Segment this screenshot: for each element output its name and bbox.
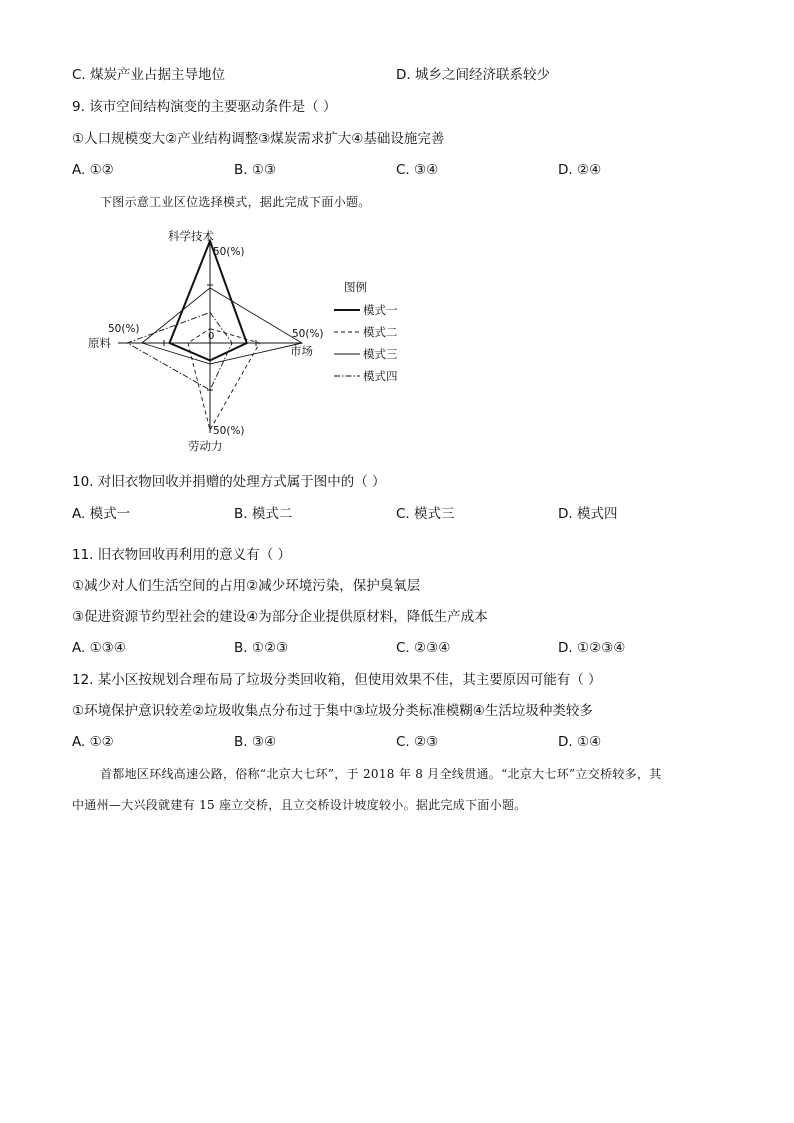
axis-max-raw: 50(%) [108, 323, 140, 335]
q10-option-c: C. 模式三 [396, 506, 455, 522]
q11-option-b: B. ①②③ [234, 640, 289, 656]
intro-paragraph-2-line-1: 首都地区环线高速公路，俗称“北京大七环”，于 2018 年 8 月全线贯通。“北京大七环”立交桥较多，其 [100, 767, 662, 781]
q9-option-c: C. ③④ [396, 162, 439, 178]
axis-label-raw: 原料 [88, 336, 111, 350]
q9-option-a: A. ①② [72, 162, 114, 178]
axis-label-market: 市场 [290, 344, 313, 358]
q11-option-a: A. ①③④ [72, 640, 126, 656]
q11-option-c: C. ②③④ [396, 640, 451, 656]
q10-option-a: A. 模式一 [72, 506, 131, 522]
q12-option-d: D. ①④ [558, 734, 602, 750]
q9-option-d: D. ②④ [558, 162, 602, 178]
axis-max-science: 50(%) [213, 246, 245, 258]
q11-items-2: ③促进资源节约型社会的建设④为部分企业提供原材料，降低生产成本 [72, 609, 488, 625]
legend-label-3: 模式三 [363, 347, 398, 361]
q12-stem: 12. 某小区按规划合理布局了垃圾分类回收箱，但使用效果不佳，其主要原因可能有（ ） [72, 672, 602, 688]
intro-paragraph-1: 下图示意工业区位选择模式，据此完成下面小题。 [100, 195, 371, 209]
axis-label-labor: 劳动力 [188, 439, 223, 453]
q10-option-b: B. 模式二 [234, 506, 293, 522]
q11-items-1: ①减少对人们生活空间的占用②减少环境污染，保护臭氧层 [72, 578, 421, 594]
legend-title: 图例 [344, 280, 367, 294]
legend-label-4: 模式四 [363, 369, 398, 383]
intro-paragraph-2-line-2: 中通州—大兴段就建有 15 座立交桥，且立交桥设计坡度较小。据此完成下面小题。 [72, 798, 527, 812]
q9-option-b: B. ①③ [234, 162, 277, 178]
industrial-location-radar-diagram [80, 225, 420, 455]
q12-option-a: A. ①② [72, 734, 114, 750]
q10-option-d: D. 模式四 [558, 506, 618, 522]
q10-stem: 10. 对旧衣物回收并捐赠的处理方式属于图中的（ ） [72, 474, 386, 490]
series-polygon-3 [142, 288, 302, 364]
q11-option-d: D. ①②③④ [558, 640, 626, 656]
chart-legend [334, 280, 398, 383]
legend-label-2: 模式二 [363, 325, 398, 339]
q9-stem: 9. 该市空间结构演变的主要驱动条件是（ ） [72, 99, 337, 115]
q11-stem: 11. 旧衣物回收再利用的意义有（ ） [72, 547, 292, 563]
center-zero-label: 0 [208, 331, 215, 342]
axis-max-labor: 50(%) [213, 425, 245, 437]
q12-items: ①环境保护意识较差②垃圾收集点分布过于集中③垃圾分类标准模糊④生活垃圾种类较多 [72, 703, 593, 719]
series-polygon-4 [127, 312, 232, 390]
q12-option-b: B. ③④ [234, 734, 277, 750]
series-polygon-1 [170, 241, 247, 360]
legend-label-1: 模式一 [363, 303, 398, 317]
axis-label-science: 科学技术 [168, 229, 214, 243]
q8-option-d: D. 城乡之间经济联系较少 [396, 67, 550, 83]
q9-items: ①人口规模变大②产业结构调整③煤炭需求扩大④基础设施完善 [72, 131, 445, 147]
q12-option-c: C. ②③ [396, 734, 439, 750]
axis-max-market: 50(%) [292, 328, 324, 340]
series-polygon-2 [188, 329, 260, 430]
q8-option-c: C. 煤炭产业占据主导地位 [72, 67, 226, 83]
